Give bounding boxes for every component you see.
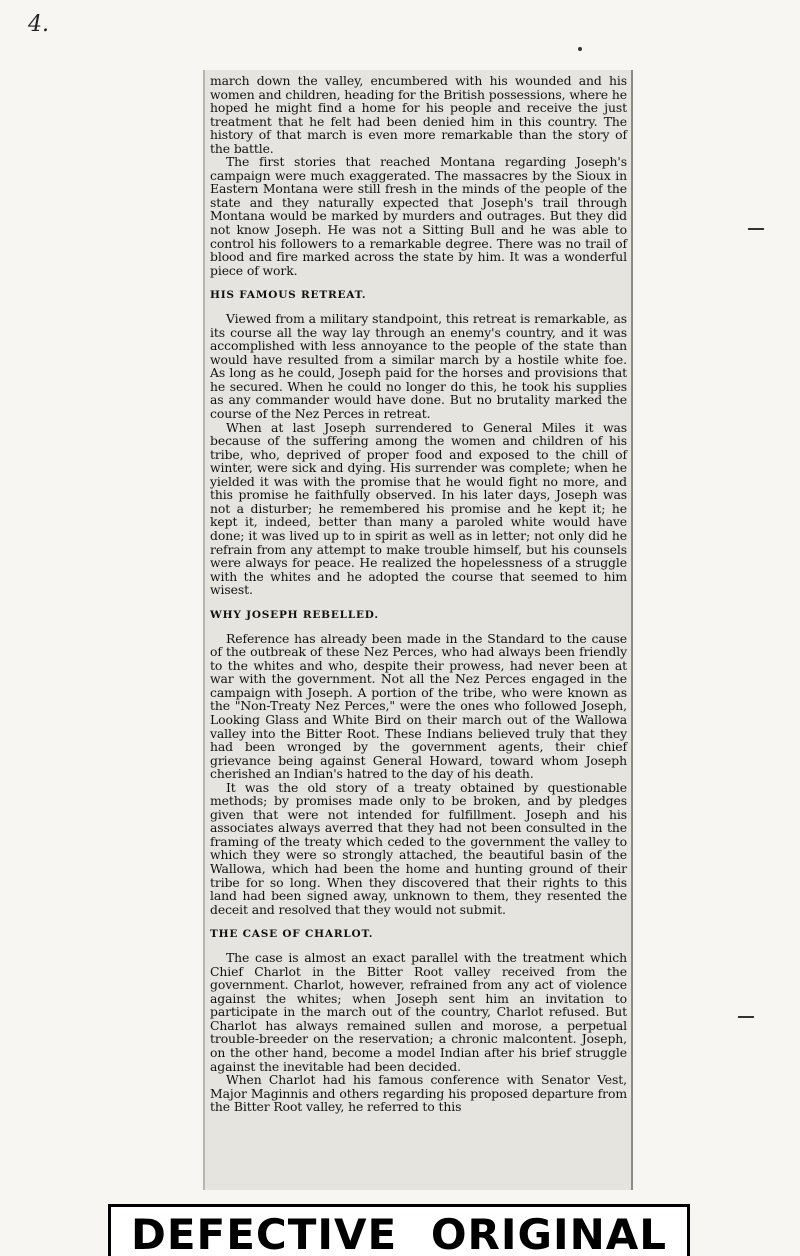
article-paragraph: march down the valley, encumbered with his wounded and his women and children, heading for the British possessions, where he hoped he might find a home for his people and receive the just treatment that he felt had been denied him in this country. The history of that march is even more remarkable than the story of the battle. — [210, 73, 627, 156]
article-paragraph: Reference has already been made in the Standard to the cause of the outbreak of these Nez Perces, who had always been friendly to the whites and who, despite their prowess, had never been at war with the government. Not all the Nez Perces engaged in the campaign with Joseph. A portion of the tribe, who were known as the "Non-Treaty Nez Perces," were the ones who followed Joseph, Looking Glass and White Bird on their march out of the Wallowa valley into the Bitter Root. These Indians believed truly that they had been wronged by the government agents, their chief grievance being against General Howard, toward whom Joseph cherished an Indian's hatred to the day of his death. — [210, 630, 627, 782]
article-paragraph: It was the old story of a treaty obtained by questionable methods; by promises made only to be broken, and by pledges given that were not intended for fulfillment. Joseph and his associates always averred that they had not been consulted in the framing of the treaty which ceded to the government the valley to which they were so strongly attached, the beautiful basin of the Wallowa, which had been the home and hunting ground of their tribe for so long. When they discovered that their rights to this land had been signed away, unknown to them, they resented the deceit and resolved that they would not submit. — [210, 779, 627, 917]
page-number: 4. — [28, 12, 49, 37]
edge-mark-right-2 — [738, 1016, 754, 1018]
newspaper-clipping — [203, 70, 633, 1190]
edge-mark-right-1 — [748, 228, 764, 230]
section-heading-case-of-charlot: THE CASE OF CHARLOT. — [210, 928, 374, 941]
section-heading-why-joseph-rebelled: WHY JOSEPH REBELLED. — [210, 608, 379, 621]
article-paragraph: The case is almost an exact parallel with the treatment which Chief Charlot in the Bitter Root valley received from the government. Charlot, however, refrained from any act of violence against the whites; when Joseph sent him an invitation to participate in the march out of the country, Charlot refused. But Charlot has always remained sullen and morose, a perpetual trouble-breeder on the reservation; a chronic malcontent. Joseph, on the other hand, become a model Indian after his brief struggle against the inevitable had been decided. — [210, 950, 627, 1074]
section-heading-famous-retreat: HIS FAMOUS RETREAT. — [210, 289, 367, 302]
article-paragraph: When Charlot had his famous conference with Senator Vest, Major Maginnis and others regarding his proposed departure from the Bitter Root valley, he referred to this — [210, 1072, 627, 1115]
article-paragraph: Viewed from a military standpoint, this retreat is remarkable, as its course all the way lay through an enemy's country, and it was accomplished with less annoyance to the people of the state than would have resulted from a similar march by a hostile white foe. As long as he could, Joseph paid for the horses and provisions that he secured. When he could no longer do this, he took his supplies as any commander would have done. But no brutality marked the course of the Nez Perces in retreat. — [210, 311, 627, 422]
scan-speck — [578, 47, 582, 51]
article-paragraph: The first stories that reached Montana regarding Joseph's campaign were much exaggerated. The massacres by the Sioux in Eastern Montana were still fresh in the minds of the people of the state and they naturally expected that Joseph's trail through Montana would be marked by murders and outrages. But they did not know Joseph. He was not a Sitting Bull and he was able to control his followers to a remarkable degree. There was no trail of blood and fire marked across the state by him. It was a wonderful piece of work. — [210, 154, 627, 278]
defective-original-stamp: DEFECTIVE ORIGINAL — [108, 1204, 690, 1256]
article-paragraph: When at last Joseph surrendered to General Miles it was because of the suffering among the women and children of his tribe, who, deprived of proper food and exposed to the chill of winter, were sick and dying. His surrender was complete; when he yielded it was with the promise that he would fight no more, and this promise he faithfully observed. In his later days, Joseph was not a disturber; he remembered his promise and he kept it; he kept it, indeed, better than many a paroled white would have done; it was lived up to in spirit as well as in letter; not only did he refrain from any attempt to make trouble himself, but his counsels were always for peace. He realized the hopelessness of a struggle with the whites and he adopted the course that seemed to him wisest. — [210, 419, 627, 598]
